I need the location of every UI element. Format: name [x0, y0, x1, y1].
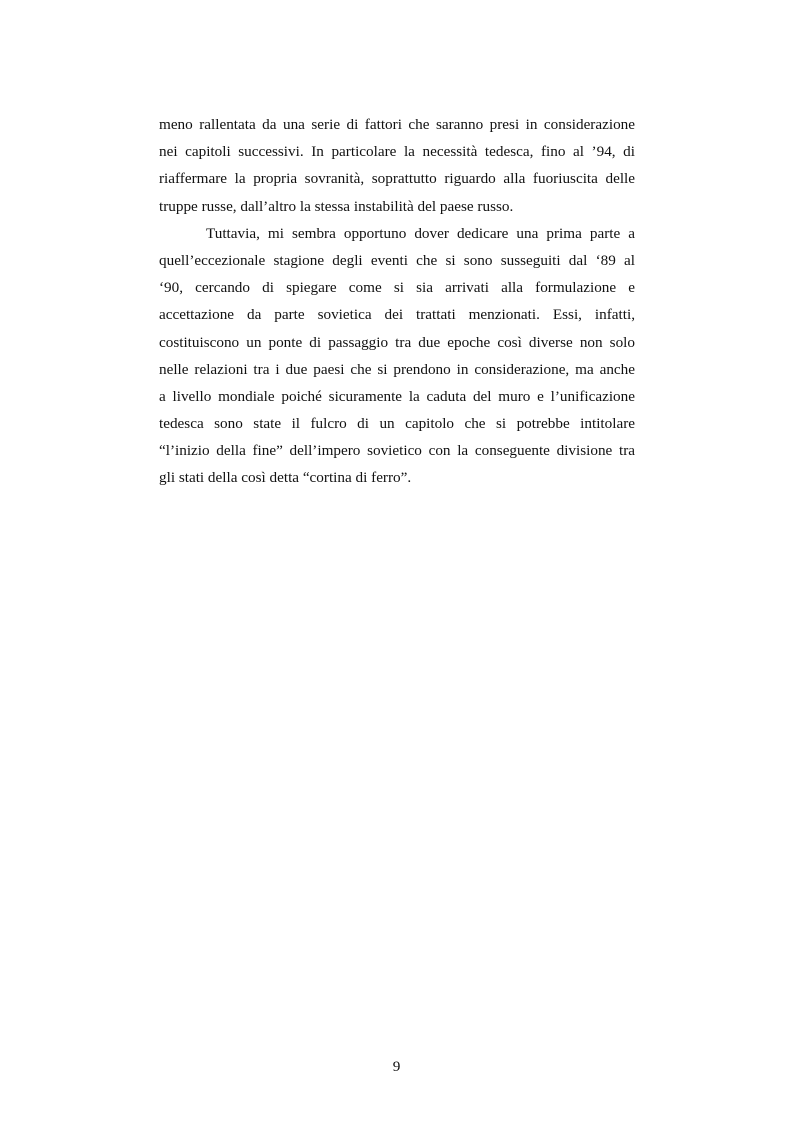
paragraph-line: ‘90, cercando di spiegare come si sia arrivati alla formulazione e — [159, 279, 635, 297]
paragraph-line: nei capitoli successivi. In particolare la necessità tedesca, fino al ’94, di — [159, 143, 635, 161]
paragraph-line: nelle relazioni tra i due paesi che si prendono in considerazione, ma anche — [159, 360, 635, 378]
paragraph-line: “l’inizio della fine” dell’impero sovietico con la conseguente divisione tra — [159, 442, 635, 460]
paragraph-1 — [159, 111, 635, 220]
paragraph-line: accettazione da parte sovietica dei trattati menzionati. Essi, infatti, — [159, 306, 635, 324]
paragraph-line: costituiscono un ponte di passaggio tra due epoche così diverse non solo — [159, 333, 635, 351]
paragraph-2 — [159, 220, 635, 492]
paragraph-line: tedesca sono state il fulcro di un capitolo che si potrebbe intitolare — [159, 415, 635, 433]
paragraph-line: quell’eccezionale stagione degli eventi che si sono susseguiti dal ‘89 al — [159, 251, 635, 269]
paragraph-line: truppe russe, dall’altro la stessa instabilità del paese russo. — [159, 197, 514, 215]
paragraph-line: Tuttavia, mi sembra opportuno dover dedicare una prima parte a — [206, 224, 635, 242]
paragraph-line: riaffermare la propria sovranità, soprattutto riguardo alla fuoriuscita delle — [159, 170, 635, 188]
paragraph-line: meno rallentata da una serie di fattori che saranno presi in considerazione — [159, 116, 635, 133]
page-number: 9 — [392, 1058, 401, 1075]
paragraph-line: a livello mondiale poiché sicuramente la caduta del muro e l’unificazione — [159, 387, 635, 405]
body-text — [159, 111, 635, 492]
paragraph-line: gli stati della così detta “cortina di ferro”. — [159, 469, 412, 487]
